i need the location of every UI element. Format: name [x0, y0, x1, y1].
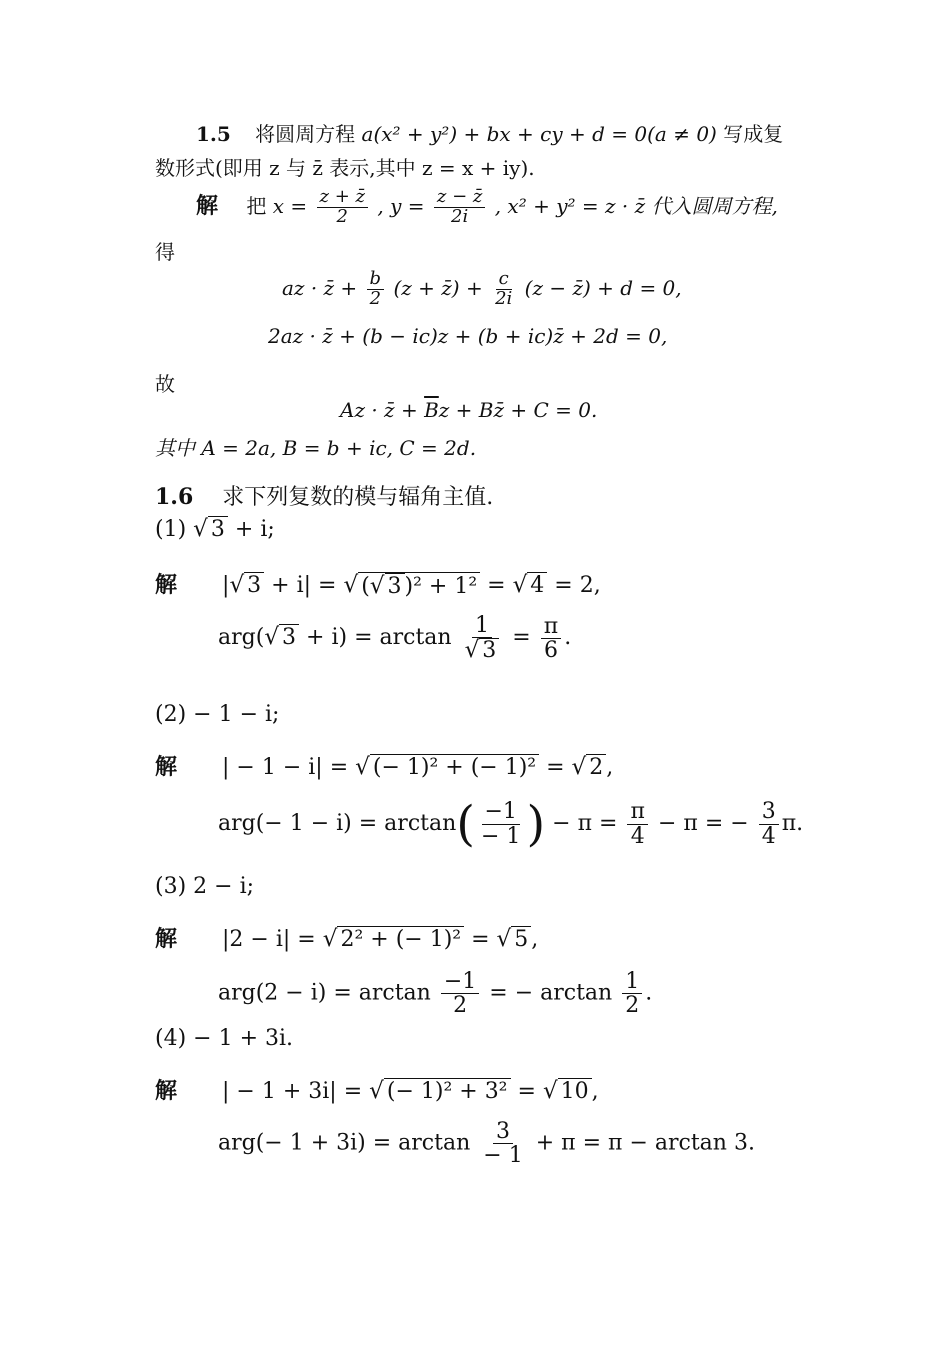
solution-label: 解 [155, 572, 178, 598]
problem-1-5-statement-line1 [196, 118, 783, 147]
equation-1 [282, 270, 682, 309]
item-1-argument: arg( √ 3 + i) = arctan 1 √ 3 = $\frac{\pi}{6}$ . [218, 613, 572, 664]
text: = [487, 573, 513, 598]
problem-1-6-statement [155, 480, 493, 511]
fraction-denominator: 2 [453, 993, 468, 1019]
text: π. [781, 811, 804, 836]
text: | [222, 573, 230, 598]
fraction-denominator: 2i [495, 287, 513, 309]
text: arg(− 1 − i) = arctan [218, 811, 457, 836]
fraction-denominator: 2 [625, 993, 640, 1019]
sqrt: √ 10 [543, 1078, 592, 1104]
text: − 1 + 3i. [193, 1026, 294, 1051]
sqrt-arg: (− 1)² + (− 1)² [370, 754, 539, 780]
text: 得 [155, 240, 175, 264]
text: = [512, 625, 531, 651]
fraction-numerator: z − z̄ [434, 188, 486, 208]
text: az · z̄ + [282, 275, 358, 300]
problem-number: 1.5 [196, 122, 231, 146]
text: 把 [246, 193, 267, 218]
text: 故 [155, 372, 175, 396]
sqrt-arg: 3 [208, 516, 228, 542]
problem-number: 1.6 [155, 484, 194, 510]
text: = [517, 1079, 536, 1104]
text: | − 1 − i| = [222, 755, 349, 780]
item-2-argument: arg(− 1 − i) = arctan( $\frac{-1}{- 1}$ ) − π = $\frac{\pi}{4}$ − π = − $\frac{3}{4}$ π. [218, 796, 804, 852]
fraction-denominator: − 1 [483, 1143, 523, 1169]
fraction-denominator: 2 [336, 205, 348, 227]
text: arg(2 − i) = arctan [218, 980, 431, 1006]
solution-label: 解 [155, 754, 178, 780]
sqrt-arg: 3 [479, 638, 499, 662]
circle-equation: a(x² + y²) + bx + cy + d = 0(a ≠ 0) [361, 122, 717, 146]
item-label: (4) [155, 1026, 187, 1051]
fraction [480, 1120, 525, 1167]
fraction-denominator: 6 [543, 637, 558, 663]
sqrt-arg: 2² + (− 1)² [337, 926, 464, 952]
fraction [367, 270, 385, 309]
text: + π = π − arctan 3. [535, 1130, 755, 1156]
text: x = [272, 193, 308, 218]
text: = [471, 927, 490, 952]
item-3-argument: arg(2 − i) = arctan $\frac{-1}{2}$ = − arctan $\frac{1}{2}$ . [218, 969, 653, 1019]
fraction [622, 970, 642, 1017]
fraction-numerator: π [541, 615, 561, 639]
problem-1-5-statement-line2: 数形式(即用 z 与 z̄ 表示,其中 z = x + iy). [155, 156, 535, 180]
fraction-numerator: 1 [472, 614, 492, 638]
fraction [317, 188, 369, 227]
solution-label: 解 [155, 926, 178, 952]
text: | − 1 + 3i| = [222, 1079, 363, 1104]
text: + i; [234, 517, 275, 542]
fraction-numerator: −1 [482, 800, 520, 824]
text: , y = [377, 193, 425, 218]
text: arg( [218, 625, 265, 651]
fraction-numerator: c [496, 270, 512, 290]
equation-2: 2az · z̄ + (b − ic)z + (b + ic)z̄ + 2d = 0, [268, 324, 668, 348]
sqrt-arg: 3 [244, 572, 264, 598]
item-3 [155, 874, 254, 899]
solution-label: 解 [155, 1078, 178, 1104]
fraction-numerator: z + z̄ [317, 188, 369, 208]
text: + i| = [271, 573, 337, 598]
fraction [627, 800, 647, 847]
text: )² + 1² [404, 574, 478, 599]
text: − π = − [657, 811, 749, 836]
fraction [441, 970, 479, 1017]
sqrt: √ 2² + (− 1)² [323, 926, 464, 952]
substitution-line [196, 188, 778, 227]
fraction-numerator: 1 [622, 970, 642, 994]
text: arg(− 1 + 3i) = arctan [218, 1130, 471, 1156]
item-1 [155, 516, 275, 542]
sqrt: √ (− 1)² + (− 1)² [355, 754, 539, 780]
sqrt: √ 2 [572, 754, 607, 780]
text: 2 − i; [193, 874, 255, 899]
sqrt: √ 5 [497, 926, 532, 952]
statement-text: 写成复 [723, 122, 784, 146]
fraction [492, 270, 515, 309]
where-line: 其中 A = 2a, B = b + ic, C = 2d. [155, 436, 477, 460]
text: − 1 − i; [193, 702, 280, 727]
fraction [759, 800, 779, 847]
text: |2 − i| = [222, 927, 316, 952]
sqrt: √ 3 [229, 572, 264, 598]
sqrt-arg: (− 1)² + 3² [384, 1078, 511, 1104]
item-2 [155, 702, 279, 727]
fraction [541, 615, 561, 662]
sqrt-arg: 10 [558, 1078, 592, 1104]
fraction-numerator: 3 [493, 1120, 513, 1144]
fraction [478, 800, 523, 847]
item-label: (2) [155, 702, 187, 727]
item-4 [155, 1026, 293, 1051]
fraction-denominator: − 1 [481, 823, 521, 849]
fraction [462, 614, 503, 662]
statement-text: 将圆周方程 [255, 122, 356, 146]
fraction [434, 188, 486, 227]
sqrt-arg: 3 [385, 573, 405, 599]
equation-3 [340, 398, 597, 422]
sqrt: √ 3 [193, 516, 228, 542]
text: Az · z̄ + [340, 398, 418, 422]
fraction-numerator: −1 [441, 970, 479, 994]
text: = [546, 755, 565, 780]
fraction-denominator: 2 [369, 287, 382, 309]
sqrt: √ 3 [264, 624, 299, 650]
fraction-numerator: 3 [759, 800, 779, 824]
text: = 2, [554, 573, 601, 598]
fraction-denominator: 2i [451, 205, 469, 227]
solution-label: 解 [196, 192, 219, 219]
item-4-modulus: 解 | − 1 + 3i| = √ (− 1)² + 3² = √ 10 , [155, 1078, 599, 1104]
sqrt: √ 4 [513, 572, 548, 598]
sqrt: √ ( √ 3 )² + 1² [343, 572, 480, 599]
text: = − arctan [489, 980, 613, 1006]
fraction-denominator: 4 [630, 823, 645, 849]
item-3-modulus: 解 |2 − i| = √ 2² + (− 1)² = √ 5 , [155, 926, 539, 952]
sqrt-arg: 5 [511, 926, 531, 952]
conjugate-B: $\overline{B}$ [424, 398, 439, 422]
text: + i) = arctan [306, 625, 452, 651]
item-4-argument [218, 1120, 755, 1167]
text: z + Bz̄ + C = 0. [438, 398, 598, 422]
item-1-modulus [155, 568, 601, 599]
text: (z + z̄) + [393, 275, 483, 300]
fraction-denominator: √ 3 [462, 638, 503, 662]
sqrt: √ (− 1)² + 3² [369, 1078, 510, 1104]
sqrt-arg: ( √ 3 )² + 1² [358, 572, 480, 599]
sqrt-arg: 2 [586, 754, 606, 780]
text: (z − z̄) + d = 0, [524, 275, 682, 300]
item-label: (1) [155, 517, 187, 542]
sqrt-arg: 3 [279, 624, 299, 650]
fraction-denominator: 4 [761, 823, 776, 849]
item-label: (3) [155, 874, 187, 899]
text: , x² + y² = z · z̄ 代入圆周方程, [494, 193, 778, 218]
sqrt-arg: 4 [527, 572, 547, 598]
item-2-modulus: 解 | − 1 − i| = √ (− 1)² + (− 1)² = √ 2 , [155, 754, 614, 780]
fraction-numerator: π [627, 800, 647, 824]
text: − π = [552, 811, 618, 836]
fraction-numerator: b [367, 270, 385, 290]
statement-text: 求下列复数的模与辐角主值. [222, 485, 494, 510]
